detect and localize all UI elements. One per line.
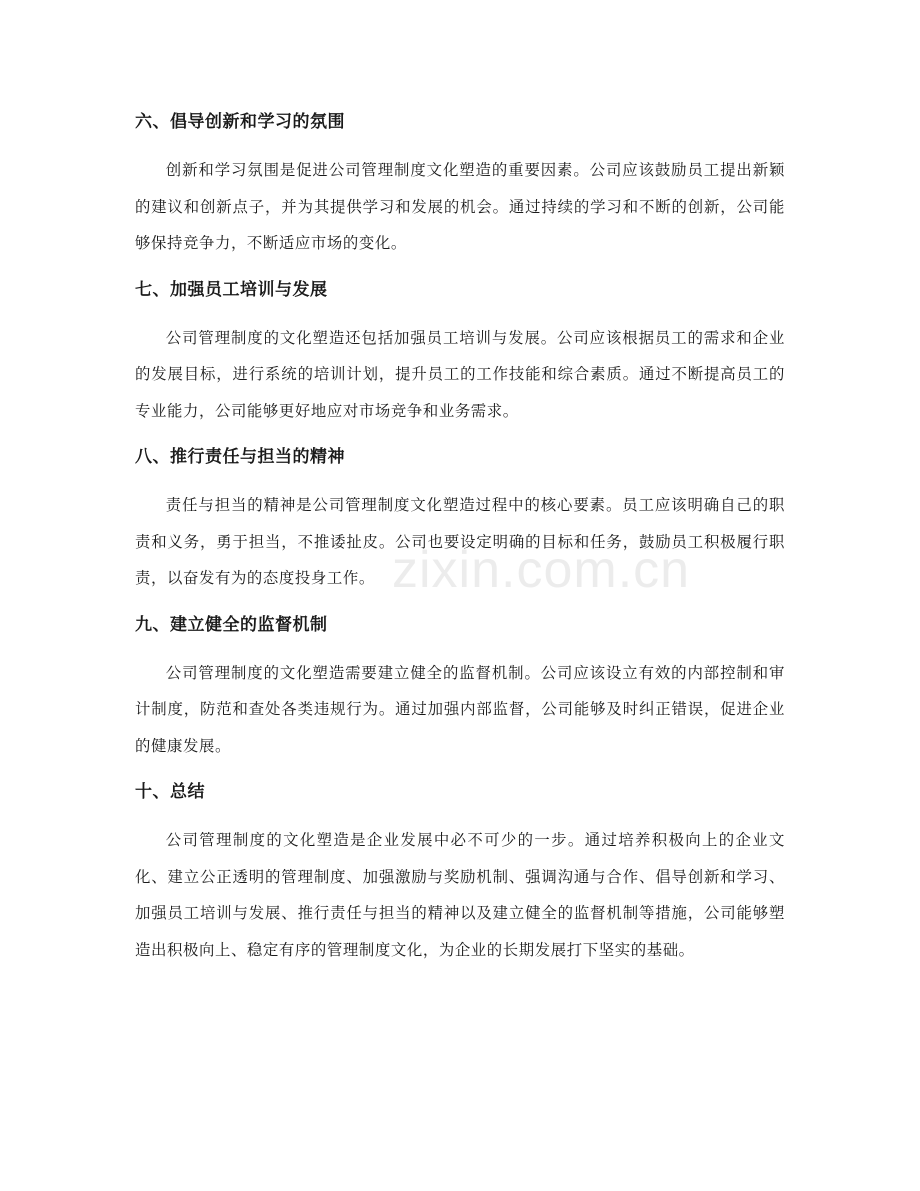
section-heading: 七、加强员工培训与发展 xyxy=(135,279,328,300)
section-paragraph: 责任与担当的精神是公司管理制度文化塑造过程中的核心要素。员工应该明确自己的职责和义务，勇于担当，不推诿扯皮。公司也要设定明确的目标和任务，鼓励员工积极履行职责，以奋发有为的态度投身工作。 xyxy=(135,496,785,587)
section-paragraph: 公司管理制度的文化塑造是企业发展中必不可少的一步。通过培养积极向上的企业文化、建立公正透明的管理制度、加强激励与奖励机制、强调沟通与合作、倡导创新和学习、加强员工培训与发展、推行责任与担当的精神以及建立健全的监督机制等措施，公司能够塑造出积极向上、稳定有序的管理制度文化，为企业的长期发展打下坚实的基础。 xyxy=(135,831,785,959)
section-paragraph: 公司管理制度的文化塑造还包括加强员工培训与发展。公司应该根据员工的需求和企业的发展目标，进行系统的培训计划，提升员工的工作技能和综合素质。通过不断提高员工的专业能力，公司能够更好地应对市场竞争和业务需求。 xyxy=(135,328,785,420)
document-content xyxy=(135,104,785,978)
section-paragraph: 创新和学习氛围是促进公司管理制度文化塑造的重要因素。公司应该鼓励员工提出新颖的建议和创新点子，并为其提供学习和发展的机会。通过持续的学习和不断的创新，公司能够保持竞争力，不断适应市场的变化。 xyxy=(135,161,785,252)
section-paragraph: 公司管理制度的文化塑造需要建立健全的监督机制。公司应该设立有效的内部控制和审计制度，防范和查处各类违规行为。通过加强内部监督，公司能够及时纠正错误，促进企业的健康发展。 xyxy=(135,663,785,755)
section-6 xyxy=(135,104,785,262)
section-8 xyxy=(135,439,785,597)
section-10 xyxy=(135,774,785,968)
section-heading: 八、推行责任与担当的精神 xyxy=(135,447,345,467)
section-heading: 十、总结 xyxy=(135,782,205,802)
section-9 xyxy=(135,607,785,765)
watermark: zixin.com.cn xyxy=(392,541,691,599)
section-heading: 六、倡导创新和学习的氛围 xyxy=(135,112,345,132)
section-7 xyxy=(135,272,785,430)
section-heading: 九、建立健全的监督机制 xyxy=(135,614,328,635)
